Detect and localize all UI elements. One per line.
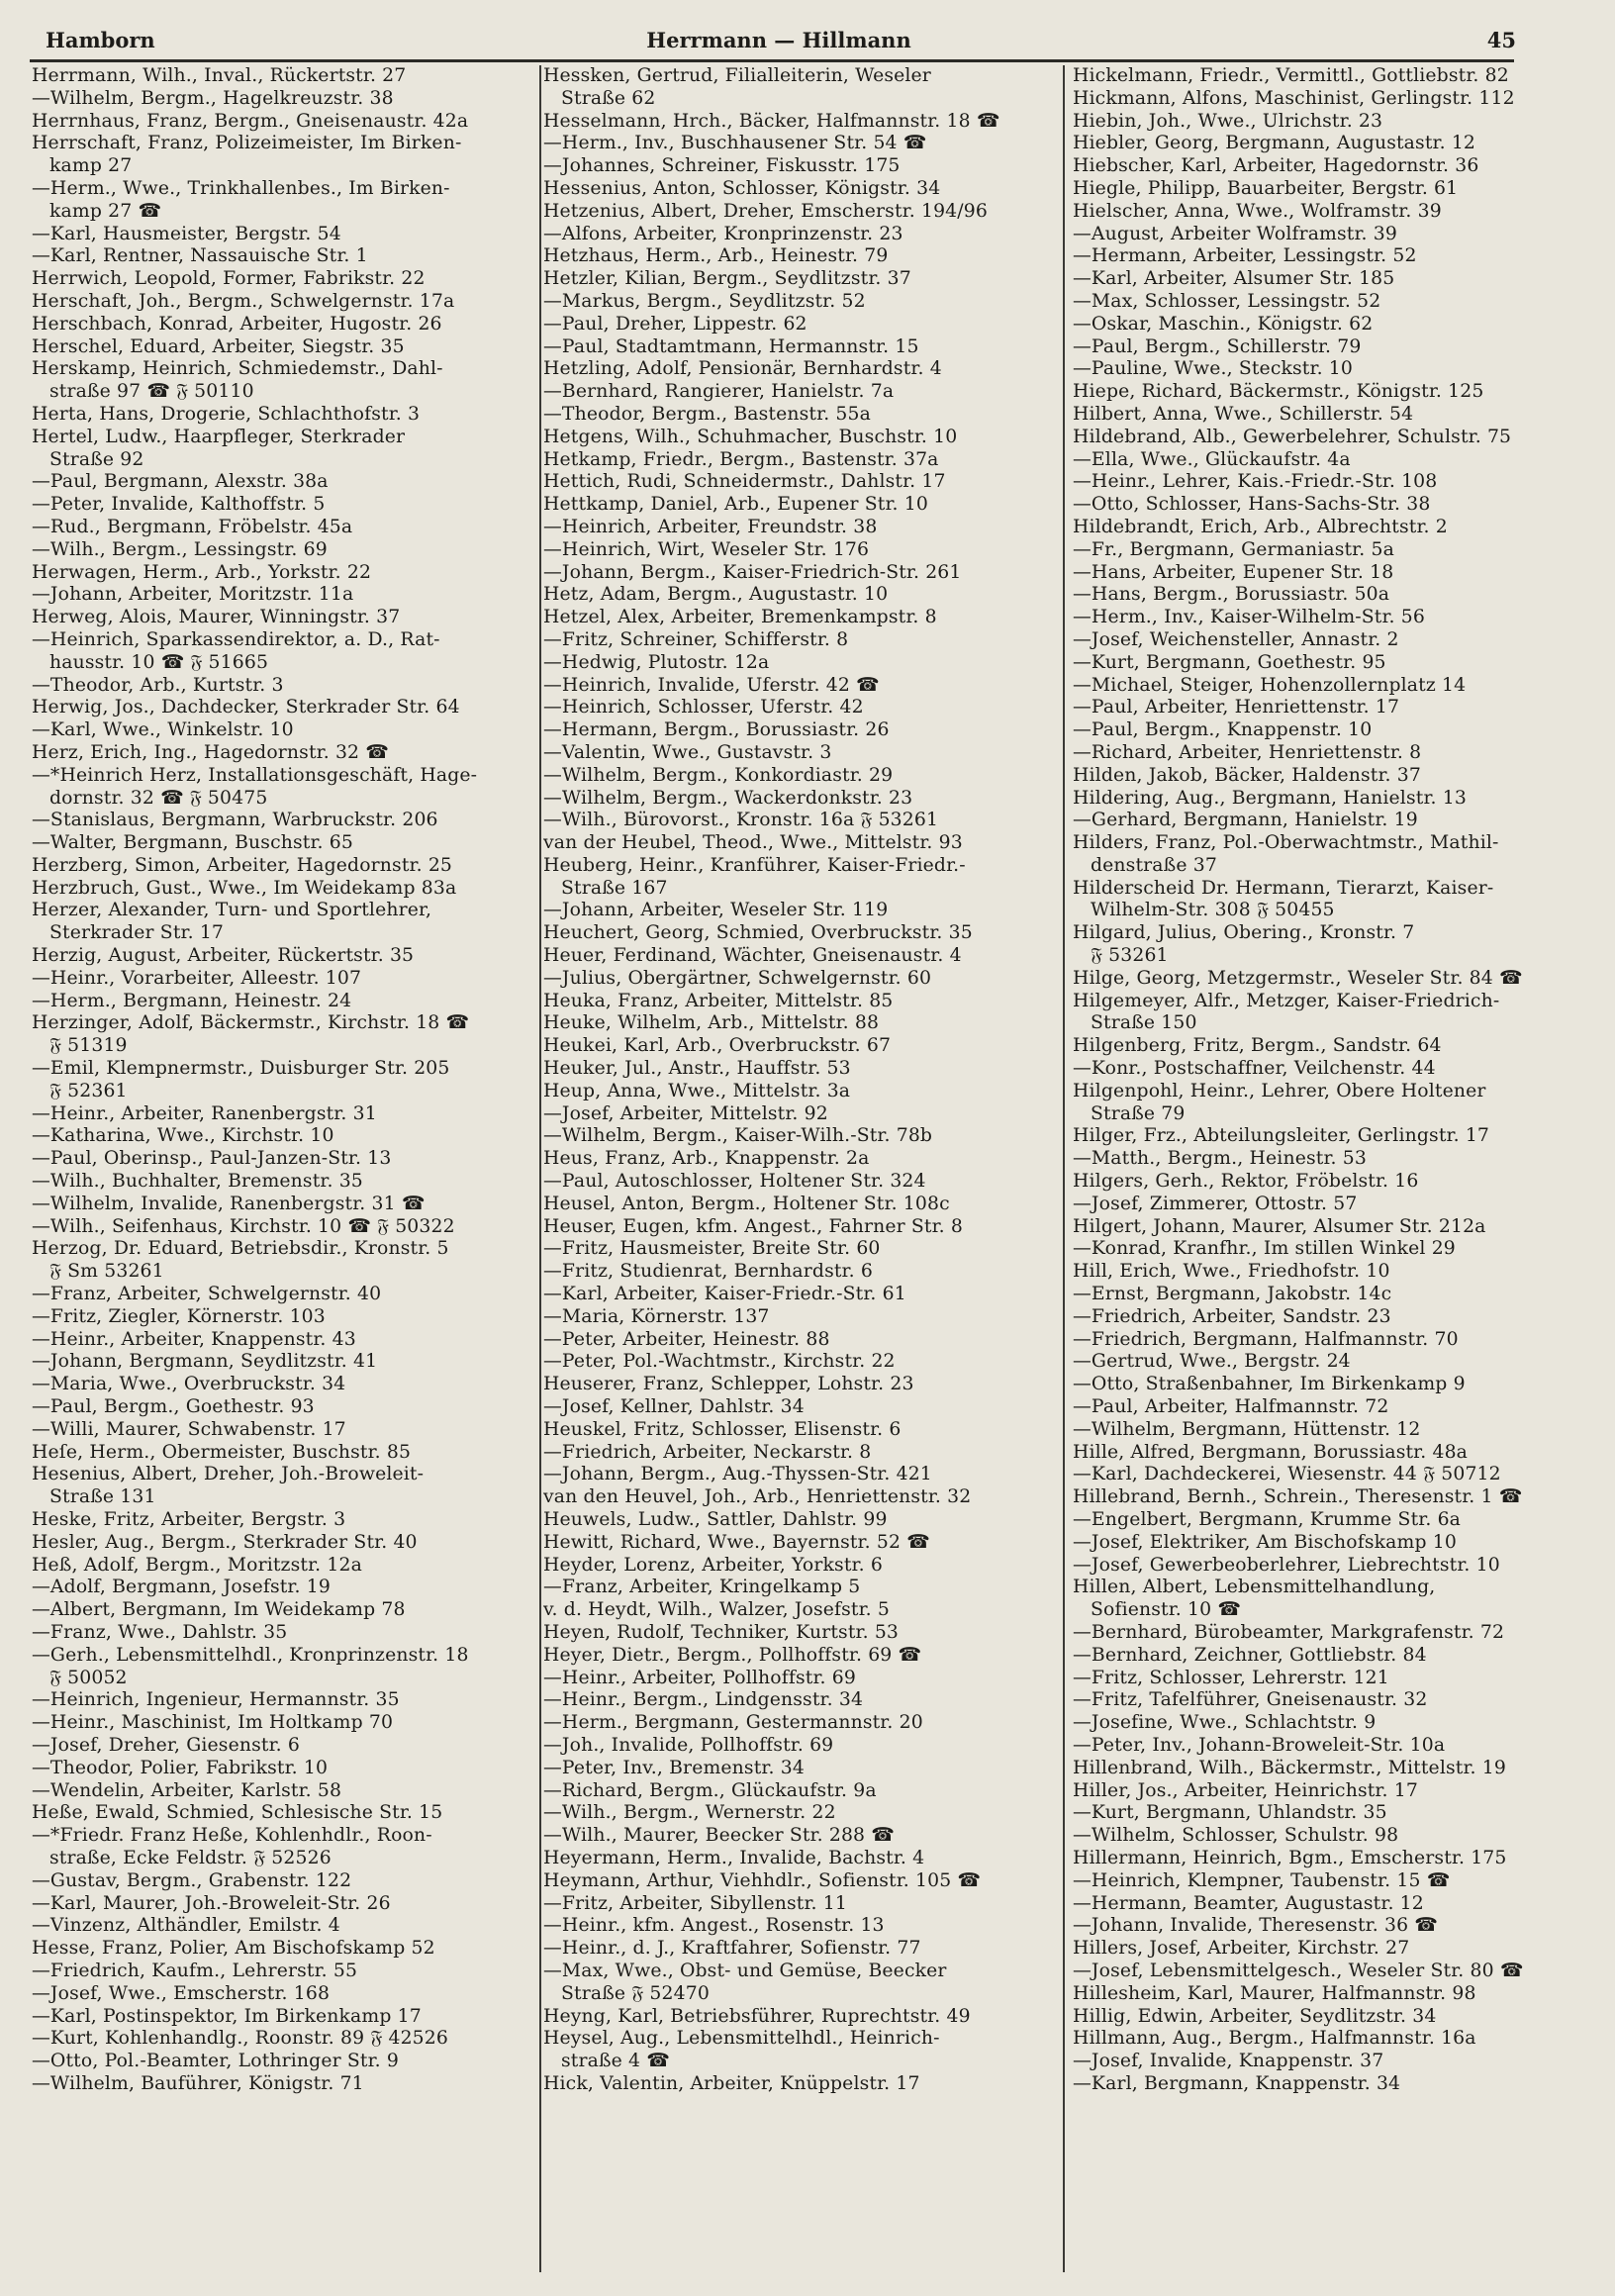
directory-entry-line: Heyder, Lorenz, Arbeiter, Yorkstr. 6 [543, 1554, 883, 1576]
directory-entry-line: Heuer, Ferdinand, Wächter, Gneisenaustr. 4 [543, 945, 962, 967]
directory-entry-line: —Fritz, Schlosser, Lehrerstr. 121 [1073, 1667, 1389, 1688]
directory-entry-line: Hettich, Rudi, Schneidermstr., Dahlstr. 17 [543, 471, 946, 493]
directory-entry-line: Herzer, Alexander, Turn- und Sportlehrer, [32, 900, 432, 921]
directory-entry-line: Hickelmann, Friedr., Vermittl., Gottliebstr. 82 [1073, 65, 1509, 86]
directory-entry-line: straße 97 ☎ 𝔉 50110 [49, 381, 254, 403]
directory-entry-line: —Katharina, Wwe., Kirchstr. 10 [32, 1125, 334, 1147]
column-divider [1063, 65, 1065, 2272]
directory-entry-line: —Paul, Autoschlosser, Holtener Str. 324 [543, 1171, 926, 1193]
directory-entry-line: Hiebscher, Karl, Arbeiter, Hagedornstr. 36 [1073, 155, 1479, 177]
directory-entry-line: Heuserer, Franz, Schlepper, Lohstr. 23 [543, 1374, 914, 1395]
directory-entry-line: —Josef, Invalide, Knappenstr. 37 [1073, 2051, 1384, 2072]
directory-entry-line: Hielscher, Anna, Wwe., Wolframstr. 39 [1073, 200, 1442, 222]
directory-entry-line: —Gerh., Lebensmittelhdl., Kronprinzenstr. 18 [32, 1644, 469, 1666]
directory-entry-line: —Paul, Dreher, Lippestr. 62 [543, 313, 808, 335]
directory-entry-line: Hiegle, Philipp, Bauarbeiter, Bergstr. 61 [1073, 177, 1459, 199]
directory-entry-line: —Hermann, Arbeiter, Lessingstr. 52 [1073, 245, 1417, 267]
directory-entry-line: Heus, Franz, Arb., Knappenstr. 2a [543, 1148, 870, 1170]
directory-entry-line: —Heinr., Maschinist, Im Holtkamp 70 [32, 1712, 394, 1734]
directory-entry-line: Hilders, Franz, Pol.-Oberwachtmstr., Mathil- [1073, 832, 1499, 854]
directory-entry-line: —Karl, Wwe., Winkelstr. 10 [32, 719, 294, 741]
directory-entry-line: Hesler, Aug., Bergm., Sterkrader Str. 40 [32, 1531, 418, 1553]
directory-entry-line: Herrschaft, Franz, Polizeimeister, Im Birken- [32, 133, 462, 154]
directory-entry-line: —Wilh., Seifenhaus, Kirchstr. 10 ☎ 𝔉 50322 [32, 1215, 455, 1237]
directory-entry-line: Hilderscheid Dr. Hermann, Tierarzt, Kaiser- [1073, 877, 1494, 899]
directory-entry-line: —Otto, Pol.-Beamter, Lothringer Str. 9 [32, 2051, 399, 2072]
directory-entry-line: Hillers, Josef, Arbeiter, Kirchstr. 27 [1073, 1938, 1410, 1960]
directory-entry-line: Herrwich, Leopold, Former, Fabrikstr. 22 [32, 268, 426, 290]
directory-entry-line: Herskamp, Heinrich, Schmiedemstr., Dahl- [32, 358, 443, 380]
directory-entry-line: kamp 27 [49, 155, 133, 177]
directory-entry-line: Sterkrader Str. 17 [49, 922, 225, 944]
directory-entry-line: —Josef, Elektriker, Am Bischofskamp 10 [1073, 1531, 1457, 1553]
directory-entry-line: Herrnhaus, Franz, Bergm., Gneisenaustr. 42a [32, 110, 469, 132]
directory-entry-line: —Max, Schlosser, Lessingstr. 52 [1073, 290, 1381, 312]
directory-entry-line: Heuchert, Georg, Schmied, Overbruckstr. 35 [543, 922, 973, 944]
directory-entry-line: —Josef, Kellner, Dahlstr. 34 [543, 1396, 805, 1418]
directory-entry-line: Hilgemeyer, Alfr., Metzger, Kaiser-Friedrich- [1073, 990, 1500, 1011]
directory-entry-line: Hilgenpohl, Heinr., Lehrer, Obere Holtener [1073, 1080, 1486, 1101]
directory-entry-line: —Wilhelm, Invalide, Ranenbergstr. 31 ☎ [32, 1193, 426, 1214]
directory-entry-line: Hessken, Gertrud, Filialleiterin, Weseler [543, 65, 931, 86]
directory-entry-line: Hildebrand, Alb., Gewerbelehrer, Schulstr. 75 [1073, 426, 1512, 447]
directory-entry-line: —Hans, Bergm., Borussiastr. 50a [1073, 584, 1390, 606]
directory-entry-line: —Johann, Bergm., Aug.-Thyssen-Str. 421 [543, 1464, 932, 1485]
directory-entry-line: —Heinrich, Wirt, Weseler Str. 176 [543, 538, 870, 560]
directory-entry-line: Hillen, Albert, Lebensmittelhandlung, [1073, 1577, 1436, 1598]
directory-entry-line: Hick, Valentin, Arbeiter, Knüppelstr. 17 [543, 2072, 920, 2094]
directory-entry-line: —Richard, Bergm., Glückaufstr. 9a [543, 1779, 877, 1801]
directory-entry-line: —Friedrich, Arbeiter, Neckarstr. 8 [543, 1441, 872, 1463]
directory-entry-line: Wilhelm-Str. 308 𝔉 50455 [1091, 900, 1335, 921]
directory-entry-line: —Alfons, Arbeiter, Kronprinzenstr. 23 [543, 223, 903, 244]
directory-entry-line: —Wilh., Bergm., Lessingstr. 69 [32, 538, 328, 560]
directory-entry-line: —Richard, Arbeiter, Henriettenstr. 8 [1073, 741, 1422, 763]
directory-entry-line: Straße 167 [561, 877, 668, 899]
directory-entry-line: —Heinr., d. J., Kraftfahrer, Sofienstr. 77 [543, 1938, 921, 1960]
directory-entry-line: —Fritz, Tafelführer, Gneisenaustr. 32 [1073, 1689, 1428, 1711]
directory-entry-line: Hetzhaus, Herm., Arb., Heinestr. 79 [543, 245, 889, 267]
directory-entry-line: Hewitt, Richard, Wwe., Bayernstr. 52 ☎ [543, 1531, 930, 1553]
directory-entry-line: —Heinr., Arbeiter, Pollhoffstr. 69 [543, 1667, 856, 1688]
directory-entry-line: Heuka, Franz, Arbeiter, Mittelstr. 85 [543, 990, 894, 1011]
directory-entry-line: Hetzel, Alex, Arbeiter, Bremenkampstr. 8 [543, 607, 937, 628]
directory-entry-line: —Heinrich, Invalide, Uferstr. 42 ☎ [543, 674, 880, 696]
directory-entry-line: —Heinr., Bergm., Lindgensstr. 34 [543, 1689, 864, 1711]
directory-entry-line: Hillermann, Heinrich, Bgm., Emscherstr. 175 [1073, 1847, 1507, 1868]
directory-entry-line: Hillebrand, Bernh., Schrein., Theresenstr. 1 ☎ [1073, 1486, 1523, 1508]
directory-entry-line: —Peter, Inv., Johann-Broweleit-Str. 10a [1073, 1734, 1446, 1756]
directory-entry-line: Heſe, Herm., Obermeister, Buschstr. 85 [32, 1441, 412, 1463]
directory-entry-line: Hill, Erich, Wwe., Friedhofstr. 10 [1073, 1261, 1390, 1283]
directory-entry-line: —Fritz, Arbeiter, Sibyllenstr. 11 [543, 1892, 847, 1914]
directory-entry-line: —Wilh., Maurer, Beecker Str. 288 ☎ [543, 1825, 895, 1847]
header-range: Herrmann — Hillmann [646, 28, 911, 52]
directory-entry-line: —Paul, Oberinsp., Paul-Janzen-Str. 13 [32, 1148, 392, 1170]
directory-entry-line: —Fritz, Studienrat, Bernhardstr. 6 [543, 1261, 873, 1283]
directory-entry-line: Hertel, Ludw., Haarpfleger, Sterkrader [32, 426, 406, 447]
directory-entry-line: —Hermann, Beamter, Augustastr. 12 [1073, 1892, 1424, 1914]
directory-entry-line: Herwagen, Herm., Arb., Yorkstr. 22 [32, 561, 372, 583]
directory-entry-line: —Heinrich, Sparkassendirektor, a. D., Rat- [32, 628, 440, 650]
directory-entry-line: Sofienstr. 10 ☎ [1091, 1599, 1241, 1621]
directory-entry-line: —Wilh., Bürovorst., Kronstr. 16a 𝔉 53261 [543, 810, 939, 831]
directory-entry-line: —Theodor, Polier, Fabrikstr. 10 [32, 1757, 329, 1778]
directory-entry-line: —Vinzenz, Althändler, Emilstr. 4 [32, 1915, 340, 1937]
directory-entry-line: —Heinrich, Ingenieur, Hermannstr. 35 [32, 1689, 400, 1711]
directory-entry-line: —Paul, Arbeiter, Halfmannstr. 72 [1073, 1396, 1389, 1418]
directory-entry-line: Straße 62 [561, 87, 656, 109]
directory-entry-line: denstraße 37 [1091, 854, 1217, 876]
directory-entry-line: Hilgert, Johann, Maurer, Alsumer Str. 212a [1073, 1215, 1486, 1237]
directory-entry-line: Hesselmann, Hrch., Bäcker, Halfmannstr. 18 ☎ [543, 110, 1000, 132]
directory-entry-line: —Emil, Klempnermstr., Duisburger Str. 205 [32, 1058, 450, 1080]
directory-entry-line: —Johann, Bergm., Kaiser-Friedrich-Str. 261 [543, 561, 962, 583]
directory-entry-line: —Wilhelm, Bergm., Kaiser-Wilh.-Str. 78b [543, 1125, 933, 1147]
directory-entry-line: —Josef, Zimmerer, Ottostr. 57 [1073, 1193, 1358, 1214]
directory-entry-line: —Heinr., Vorarbeiter, Alleestr. 107 [32, 967, 362, 989]
column-divider [539, 65, 541, 2272]
directory-entry-line: Hille, Alfred, Bergmann, Borussiastr. 48a [1073, 1441, 1469, 1463]
directory-entry-line: Heyen, Rudolf, Techniker, Kurtstr. 53 [543, 1621, 900, 1643]
directory-entry-line: kamp 27 ☎ [49, 200, 161, 222]
directory-entry-line: —Johannes, Schreiner, Fiskusstr. 175 [543, 155, 901, 177]
directory-entry-line: —Fritz, Ziegler, Körnerstr. 103 [32, 1305, 326, 1327]
directory-entry-line: —Matth., Bergm., Heinestr. 53 [1073, 1148, 1367, 1170]
directory-entry-line: 𝔉 Sm 53261 [49, 1261, 164, 1283]
directory-entry-line: straße 4 ☎ [561, 2051, 670, 2072]
directory-entry-line: —August, Arbeiter Wolframstr. 39 [1073, 223, 1397, 244]
directory-entry-line: van der Heubel, Theod., Wwe., Mittelstr. 93 [543, 832, 963, 854]
directory-entry-line: Hillesheim, Karl, Maurer, Halfmannstr. 98 [1073, 1982, 1476, 2004]
directory-entry-line: Herz, Erich, Ing., Hagedornstr. 32 ☎ [32, 741, 389, 763]
directory-entry-line: —Heinrich, Schlosser, Uferstr. 42 [543, 697, 864, 718]
directory-entry-line: Straße 𝔉 52470 [561, 1982, 710, 2004]
directory-entry-line: —Walter, Bergmann, Buschstr. 65 [32, 832, 353, 854]
directory-entry-line: Heuker, Jul., Anstr., Hauffstr. 53 [543, 1058, 851, 1080]
column-1 [32, 65, 536, 2276]
directory-entry-line: Hetz, Adam, Bergm., Augustastr. 10 [543, 584, 889, 606]
directory-entry-line: van den Heuvel, Joh., Arb., Henriettenstr. 32 [543, 1486, 972, 1508]
directory-entry-line: —Karl, Maurer, Joh.-Broweleit-Str. 26 [32, 1892, 391, 1914]
directory-entry-line: —Theodor, Arb., Kurtstr. 3 [32, 674, 284, 696]
directory-entry-line: —Josef, Lebensmittelgesch., Weseler Str. 80 ☎ [1073, 1960, 1524, 1981]
directory-entry-line: Heuberg, Heinr., Kranführer, Kaiser-Friedr.- [543, 854, 966, 876]
directory-entry-line: —Josef, Dreher, Giesenstr. 6 [32, 1734, 300, 1756]
directory-entry-line: Hilgers, Gerh., Rektor, Fröbelstr. 16 [1073, 1171, 1419, 1193]
directory-entry-line: Herzinger, Adolf, Bäckermstr., Kirchstr. 18 ☎ [32, 1012, 470, 1034]
directory-entry-line: —Otto, Schlosser, Hans-Sachs-Str. 38 [1073, 494, 1431, 516]
directory-entry-line: Hilden, Jakob, Bäcker, Haldenstr. 37 [1073, 764, 1421, 786]
directory-entry-line: —Joh., Invalide, Pollhoffstr. 69 [543, 1734, 834, 1756]
directory-entry-line: Heße, Ewald, Schmied, Schlesische Str. 15 [32, 1802, 443, 1824]
directory-entry-line: —Engelbert, Bergmann, Krumme Str. 6a [1073, 1509, 1462, 1530]
directory-entry-line: —Ernst, Bergmann, Jakobstr. 14c [1073, 1284, 1392, 1305]
directory-entry-line: —Wilhelm, Schlosser, Schulstr. 98 [1073, 1825, 1399, 1847]
directory-entry-line: —Kurt, Kohlenhandlg., Roonstr. 89 𝔉 42526 [32, 2028, 448, 2050]
directory-entry-line: —Peter, Inv., Bremenstr. 34 [543, 1757, 805, 1778]
directory-entry-line: —Wilh., Bergm., Wernerstr. 22 [543, 1802, 836, 1824]
directory-entry-line: —Konr., Postschaffner, Veilchenstr. 44 [1073, 1058, 1436, 1080]
directory-entry-line: Herzberg, Simon, Arbeiter, Hagedornstr. 25 [32, 854, 453, 876]
directory-entry-line: —Herm., Bergmann, Heinestr. 24 [32, 990, 352, 1011]
directory-entry-line: Hetzenius, Albert, Dreher, Emscherstr. 194/96 [543, 200, 988, 222]
directory-entry-line: —Friedrich, Kaufm., Lehrerstr. 55 [32, 1960, 358, 1981]
directory-entry-line: —Theodor, Bergm., Bastenstr. 55a [543, 403, 871, 425]
directory-entry-line: —Wilhelm, Bergm., Hagelkreuzstr. 38 [32, 87, 394, 109]
directory-entry-line: —Peter, Arbeiter, Heinestr. 88 [543, 1328, 830, 1350]
directory-entry-line: Heyer, Dietr., Bergm., Pollhoffstr. 69 ☎ [543, 1644, 922, 1666]
directory-entry-line: —Heinr., kfm. Angest., Rosenstr. 13 [543, 1915, 885, 1937]
directory-entry-line: —Josef, Weichensteller, Annastr. 2 [1073, 628, 1399, 650]
directory-entry-line: —Herm., Inv., Buschhausener Str. 54 ☎ [543, 133, 927, 154]
directory-entry-line: —Paul, Bergm., Knappenstr. 10 [1073, 719, 1373, 741]
directory-entry-line: —Paul, Stadtamtmann, Hermannstr. 15 [543, 335, 919, 357]
directory-entry-line: —Markus, Bergm., Seydlitzstr. 52 [543, 290, 866, 312]
directory-entry-line: —Karl, Dachdeckerei, Wiesenstr. 44 𝔉 50712 [1073, 1464, 1501, 1485]
directory-entry-line: —Franz, Arbeiter, Kringelkamp 5 [543, 1577, 861, 1598]
directory-entry-line: Hiebin, Joh., Wwe., Ulrichstr. 23 [1073, 110, 1383, 132]
directory-entry-line: Heup, Anna, Wwe., Mittelstr. 3a [543, 1080, 851, 1101]
directory-entry-line: —Otto, Straßenbahner, Im Birkenkamp 9 [1073, 1374, 1466, 1395]
directory-entry-line: Hillig, Edwin, Arbeiter, Seydlitzstr. 34 [1073, 2005, 1437, 2027]
directory-entry-line: —Josef, Gewerbeoberlehrer, Liebrechtstr. 10 [1073, 1554, 1500, 1576]
directory-entry-line: Hilgard, Julius, Obering., Kronstr. 7 [1073, 922, 1415, 944]
directory-entry-line: —Gerhard, Bergmann, Hanielstr. 19 [1073, 810, 1418, 831]
directory-entry-line: —Stanislaus, Bergmann, Warbruckstr. 206 [32, 810, 438, 831]
directory-entry-line: —Johann, Bergmann, Seydlitzstr. 41 [32, 1351, 378, 1373]
directory-entry-line: Straße 131 [49, 1486, 156, 1508]
directory-entry-line: Heß, Adolf, Bergm., Moritzstr. 12a [32, 1554, 362, 1576]
directory-entry-line: Hilge, Georg, Metzgermstr., Weseler Str. 84 ☎ [1073, 967, 1523, 989]
directory-entry-line: —*Heinrich Herz, Installationsgeschäft, Hage- [32, 764, 478, 786]
column-3 [1073, 65, 1573, 2276]
directory-entry-line: Heysel, Aug., Lebensmittelhdl., Heinrich- [543, 2028, 940, 2050]
directory-entry-line: Herzog, Dr. Eduard, Betriebsdir., Kronstr. 5 [32, 1238, 449, 1260]
directory-entry-line: 𝔉 51319 [49, 1035, 128, 1057]
directory-entry-line: Hiepe, Richard, Bäckermstr., Königstr. 125 [1073, 381, 1484, 403]
directory-entry-line: Herschaft, Joh., Bergm., Schwelgernstr. 17a [32, 290, 455, 312]
directory-entry-line: —Karl, Postinspektor, Im Birkenkamp 17 [32, 2005, 422, 2027]
directory-entry-line: Hiller, Jos., Arbeiter, Heinrichstr. 17 [1073, 1779, 1418, 1801]
column-2 [543, 65, 1050, 2276]
directory-entry-line: —Wilhelm, Bergm., Konkordiastr. 29 [543, 764, 894, 786]
directory-entry-line: —Johann, Arbeiter, Moritzstr. 11a [32, 584, 354, 606]
directory-entry-line: —Heinr., Arbeiter, Knappenstr. 43 [32, 1328, 356, 1350]
directory-entry-line: —Peter, Invalide, Kalthoffstr. 5 [32, 494, 326, 516]
directory-entry-line: 𝔉 50052 [49, 1667, 128, 1688]
directory-entry-line: —Paul, Bergmann, Alexstr. 38a [32, 471, 329, 493]
directory-entry-line: Herschel, Eduard, Arbeiter, Siegstr. 35 [32, 335, 405, 357]
directory-entry-line: Hilger, Frz., Abteilungsleiter, Gerlingstr. 17 [1073, 1125, 1490, 1147]
directory-entry-line: —Hedwig, Plutostr. 12a [543, 651, 770, 673]
directory-entry-line: Herrmann, Wilh., Inval., Rückertstr. 27 [32, 65, 407, 86]
directory-entry-line: —Franz, Wwe., Dahlstr. 35 [32, 1621, 288, 1643]
directory-entry-line: —Friedrich, Bergmann, Halfmannstr. 70 [1073, 1328, 1459, 1350]
directory-entry-line: —Hans, Arbeiter, Eupener Str. 18 [1073, 561, 1394, 583]
directory-entry-line: Hillmann, Aug., Bergm., Halfmannstr. 16a [1073, 2028, 1476, 2050]
directory-entry-line: dornstr. 32 ☎ 𝔉 50475 [49, 787, 268, 809]
directory-entry-line: —Heinrich, Klempner, Taubenstr. 15 ☎ [1073, 1869, 1451, 1891]
directory-entry-line: —Karl, Hausmeister, Bergstr. 54 [32, 223, 341, 244]
directory-entry-line: —Wilhelm, Bergmann, Hüttenstr. 12 [1073, 1418, 1421, 1440]
directory-entry-line: Hesenius, Albert, Dreher, Joh.-Broweleit- [32, 1464, 425, 1485]
directory-entry-line: —Heinr., Arbeiter, Ranenbergstr. 31 [32, 1102, 377, 1124]
directory-entry-line: Heyermann, Herm., Invalide, Bachstr. 4 [543, 1847, 925, 1868]
directory-entry-line: —Adolf, Bergmann, Josefstr. 19 [32, 1577, 331, 1598]
directory-entry-line: Herwig, Jos., Dachdecker, Sterkrader Str. 64 [32, 697, 460, 718]
directory-entry-line: Heuke, Wilhelm, Arb., Mittelstr. 88 [543, 1012, 880, 1034]
directory-entry-line: —Maria, Wwe., Overbruckstr. 34 [32, 1374, 346, 1395]
directory-entry-line: —Herm., Wwe., Trinkhallenbes., Im Birken- [32, 177, 450, 199]
directory-entry-line: Heukei, Karl, Arb., Overbruckstr. 67 [543, 1035, 892, 1057]
directory-entry-line: —Paul, Arbeiter, Henriettenstr. 17 [1073, 697, 1400, 718]
directory-entry-line: —Bernhard, Rangierer, Hanielstr. 7a [543, 381, 895, 403]
directory-entry-line: Herzig, August, Arbeiter, Rückertstr. 35 [32, 945, 415, 967]
directory-entry-line: Heusel, Anton, Bergm., Holtener Str. 108c [543, 1193, 950, 1214]
directory-entry-line: Herzbruch, Gust., Wwe., Im Weidekamp 83a [32, 877, 457, 899]
directory-entry-line: —Paul, Bergm., Goethestr. 93 [32, 1396, 315, 1418]
directory-entry-line: —Julius, Obergärtner, Schwelgernstr. 60 [543, 967, 932, 989]
directory-entry-line: —Wilhelm, Bergm., Wackerdonkstr. 23 [543, 787, 913, 809]
directory-entry-line: —Josefine, Wwe., Schlachtstr. 9 [1073, 1712, 1377, 1734]
directory-entry-line: Heyng, Karl, Betriebsführer, Ruprechtstr. 49 [543, 2005, 971, 2027]
directory-entry-line: —Hermann, Bergm., Borussiastr. 26 [543, 719, 890, 741]
directory-entry-line: —Karl, Arbeiter, Alsumer Str. 185 [1073, 268, 1395, 290]
directory-entry-line: Hilgenberg, Fritz, Bergm., Sandstr. 64 [1073, 1035, 1442, 1057]
directory-entry-line: —Bernhard, Zeichner, Gottliebstr. 84 [1073, 1644, 1427, 1666]
directory-entry-line: —Josef, Wwe., Emscherstr. 168 [32, 1982, 331, 2004]
directory-entry-line: Herta, Hans, Drogerie, Schlachthofstr. 3 [32, 403, 421, 425]
directory-entry-line: Heuskel, Fritz, Schlosser, Elisenstr. 6 [543, 1418, 902, 1440]
directory-entry-line: —Karl, Arbeiter, Kaiser-Friedr.-Str. 61 [543, 1284, 906, 1305]
directory-entry-line: —Fritz, Hausmeister, Breite Str. 60 [543, 1238, 881, 1260]
directory-entry-line: —Ella, Wwe., Glückaufstr. 4a [1073, 448, 1351, 470]
directory-entry-line: Herschbach, Konrad, Arbeiter, Hugostr. 26 [32, 313, 442, 335]
directory-entry-line: —Fritz, Schreiner, Schifferstr. 8 [543, 628, 849, 650]
directory-entry-line: —Wilhelm, Bauführer, Königstr. 71 [32, 2072, 364, 2094]
directory-entry-line: —Fr., Bergmann, Germaniastr. 5a [1073, 538, 1394, 560]
directory-entry-line: —Josef, Arbeiter, Mittelstr. 92 [543, 1102, 828, 1124]
directory-entry-line: —Rud., Bergmann, Fröbelstr. 45a [32, 516, 353, 537]
directory-entry-line: —Heinrich, Arbeiter, Freundstr. 38 [543, 516, 878, 537]
directory-entry-line: Hettkamp, Daniel, Arb., Eupener Str. 10 [543, 494, 928, 516]
directory-entry-line: Hickmann, Alfons, Maschinist, Gerlingstr. 112 [1073, 87, 1515, 109]
directory-entry-line: —Willi, Maurer, Schwabenstr. 17 [32, 1418, 346, 1440]
directory-entry-line: —Maria, Körnerstr. 137 [543, 1305, 770, 1327]
directory-entry-line: Hesse, Franz, Polier, Am Bischofskamp 52 [32, 1938, 435, 1960]
directory-entry-line: —Pauline, Wwe., Steckstr. 10 [1073, 358, 1354, 380]
directory-entry-line: Hetzling, Adolf, Pensionär, Bernhardstr. 4 [543, 358, 942, 380]
directory-entry-line: Heymann, Arthur, Viehhdlr., Sofienstr. 105 ☎ [543, 1869, 981, 1891]
directory-entry-line: Hetgens, Wilh., Schuhmacher, Buschstr. 10 [543, 426, 958, 447]
page-number: 45 [1486, 28, 1516, 52]
directory-entry-line: Hildebrandt, Erich, Arb., Albrechtstr. 2 [1073, 516, 1448, 537]
directory-entry-line: —Wilh., Buchhalter, Bremenstr. 35 [32, 1171, 363, 1193]
directory-entry-line: 𝔉 53261 [1091, 945, 1169, 967]
directory-entry-line: —Karl, Bergmann, Knappenstr. 34 [1073, 2072, 1401, 2094]
header-rule [30, 59, 1514, 62]
directory-entry-line: —Max, Wwe., Obst- und Gemüse, Beecker [543, 1960, 947, 1981]
directory-entry-line: Hessenius, Anton, Schlosser, Königstr. 34 [543, 177, 941, 199]
directory-entry-line: Straße 79 [1091, 1102, 1186, 1124]
directory-entry-line: straße, Ecke Feldstr. 𝔉 52526 [49, 1847, 332, 1868]
directory-entry-line: —Heinr., Lehrer, Kais.-Friedr.-Str. 108 [1073, 471, 1438, 493]
directory-entry-line: —Kurt, Bergmann, Uhlandstr. 35 [1073, 1802, 1387, 1824]
directory-entry-line: —Kurt, Bergmann, Goethestr. 95 [1073, 651, 1386, 673]
directory-entry-line: —Johann, Invalide, Theresenstr. 36 ☎ [1073, 1915, 1438, 1937]
directory-entry-line: Straße 150 [1091, 1012, 1197, 1034]
directory-entry-line: Hiebler, Georg, Bergmann, Augustastr. 12 [1073, 133, 1476, 154]
directory-entry-line: Heuwels, Ludw., Sattler, Dahlstr. 99 [543, 1509, 888, 1530]
directory-entry-line: Hillenbrand, Wilh., Bäckermstr., Mittelstr. 19 [1073, 1757, 1506, 1778]
page-header [42, 26, 1516, 59]
directory-entry-line: v. d. Heydt, Wilh., Walzer, Josefstr. 5 [543, 1599, 891, 1621]
directory-entry-line: —Konrad, Kranfhr., Im stillen Winkel 29 [1073, 1238, 1456, 1260]
directory-entry-line: 𝔉 52361 [49, 1080, 128, 1101]
directory-entry-line: Hildering, Aug., Bergmann, Hanielstr. 13 [1073, 787, 1467, 809]
directory-entry-line: —*Friedr. Franz Heße, Kohlenhdlr., Roon- [32, 1825, 432, 1847]
directory-entry-line: —Wendelin, Arbeiter, Karlstr. 58 [32, 1779, 342, 1801]
directory-entry-line: —Gertrud, Wwe., Bergstr. 24 [1073, 1351, 1351, 1373]
directory-entry-line: —Herm., Bergmann, Gestermannstr. 20 [543, 1712, 923, 1734]
directory-entry-line: Heuser, Eugen, kfm. Angest., Fahrner Str. 8 [543, 1215, 963, 1237]
directory-entry-line: —Herm., Inv., Kaiser-Wilhelm-Str. 56 [1073, 607, 1425, 628]
directory-entry-line: Straße 92 [49, 448, 144, 470]
directory-entry-line: Hilbert, Anna, Wwe., Schillerstr. 54 [1073, 403, 1414, 425]
directory-entry-line: —Michael, Steiger, Hohenzollernplatz 14 [1073, 674, 1467, 696]
directory-entry-line: Hetzler, Kilian, Bergm., Seydlitzstr. 37 [543, 268, 911, 290]
directory-entry-line: —Peter, Pol.-Wachtmstr., Kirchstr. 22 [543, 1351, 896, 1373]
directory-entry-line: —Johann, Arbeiter, Weseler Str. 119 [543, 900, 889, 921]
directory-entry-line: —Valentin, Wwe., Gustavstr. 3 [543, 741, 832, 763]
directory-entry-line: —Paul, Bergm., Schillerstr. 79 [1073, 335, 1362, 357]
directory-entry-line: —Franz, Arbeiter, Schwelgernstr. 40 [32, 1284, 382, 1305]
header-city: Hamborn [46, 28, 155, 52]
directory-entry-line: —Karl, Rentner, Nassauische Str. 1 [32, 245, 368, 267]
directory-entry-line: Heske, Fritz, Arbeiter, Bergstr. 3 [32, 1509, 346, 1530]
directory-entry-line: Hetkamp, Friedr., Bergm., Bastenstr. 37a [543, 448, 939, 470]
directory-entry-line: —Gustav, Bergm., Grabenstr. 122 [32, 1869, 352, 1891]
directory-entry-line: —Friedrich, Arbeiter, Sandstr. 23 [1073, 1305, 1391, 1327]
directory-entry-line: —Albert, Bergmann, Im Weidekamp 78 [32, 1599, 406, 1621]
directory-entry-line: —Oskar, Maschin., Königstr. 62 [1073, 313, 1374, 335]
directory-entry-line: Herweg, Alois, Maurer, Winningstr. 37 [32, 607, 401, 628]
directory-entry-line: —Bernhard, Bürobeamter, Markgrafenstr. 72 [1073, 1621, 1505, 1643]
directory-entry-line: hausstr. 10 ☎ 𝔉 51665 [49, 651, 269, 673]
